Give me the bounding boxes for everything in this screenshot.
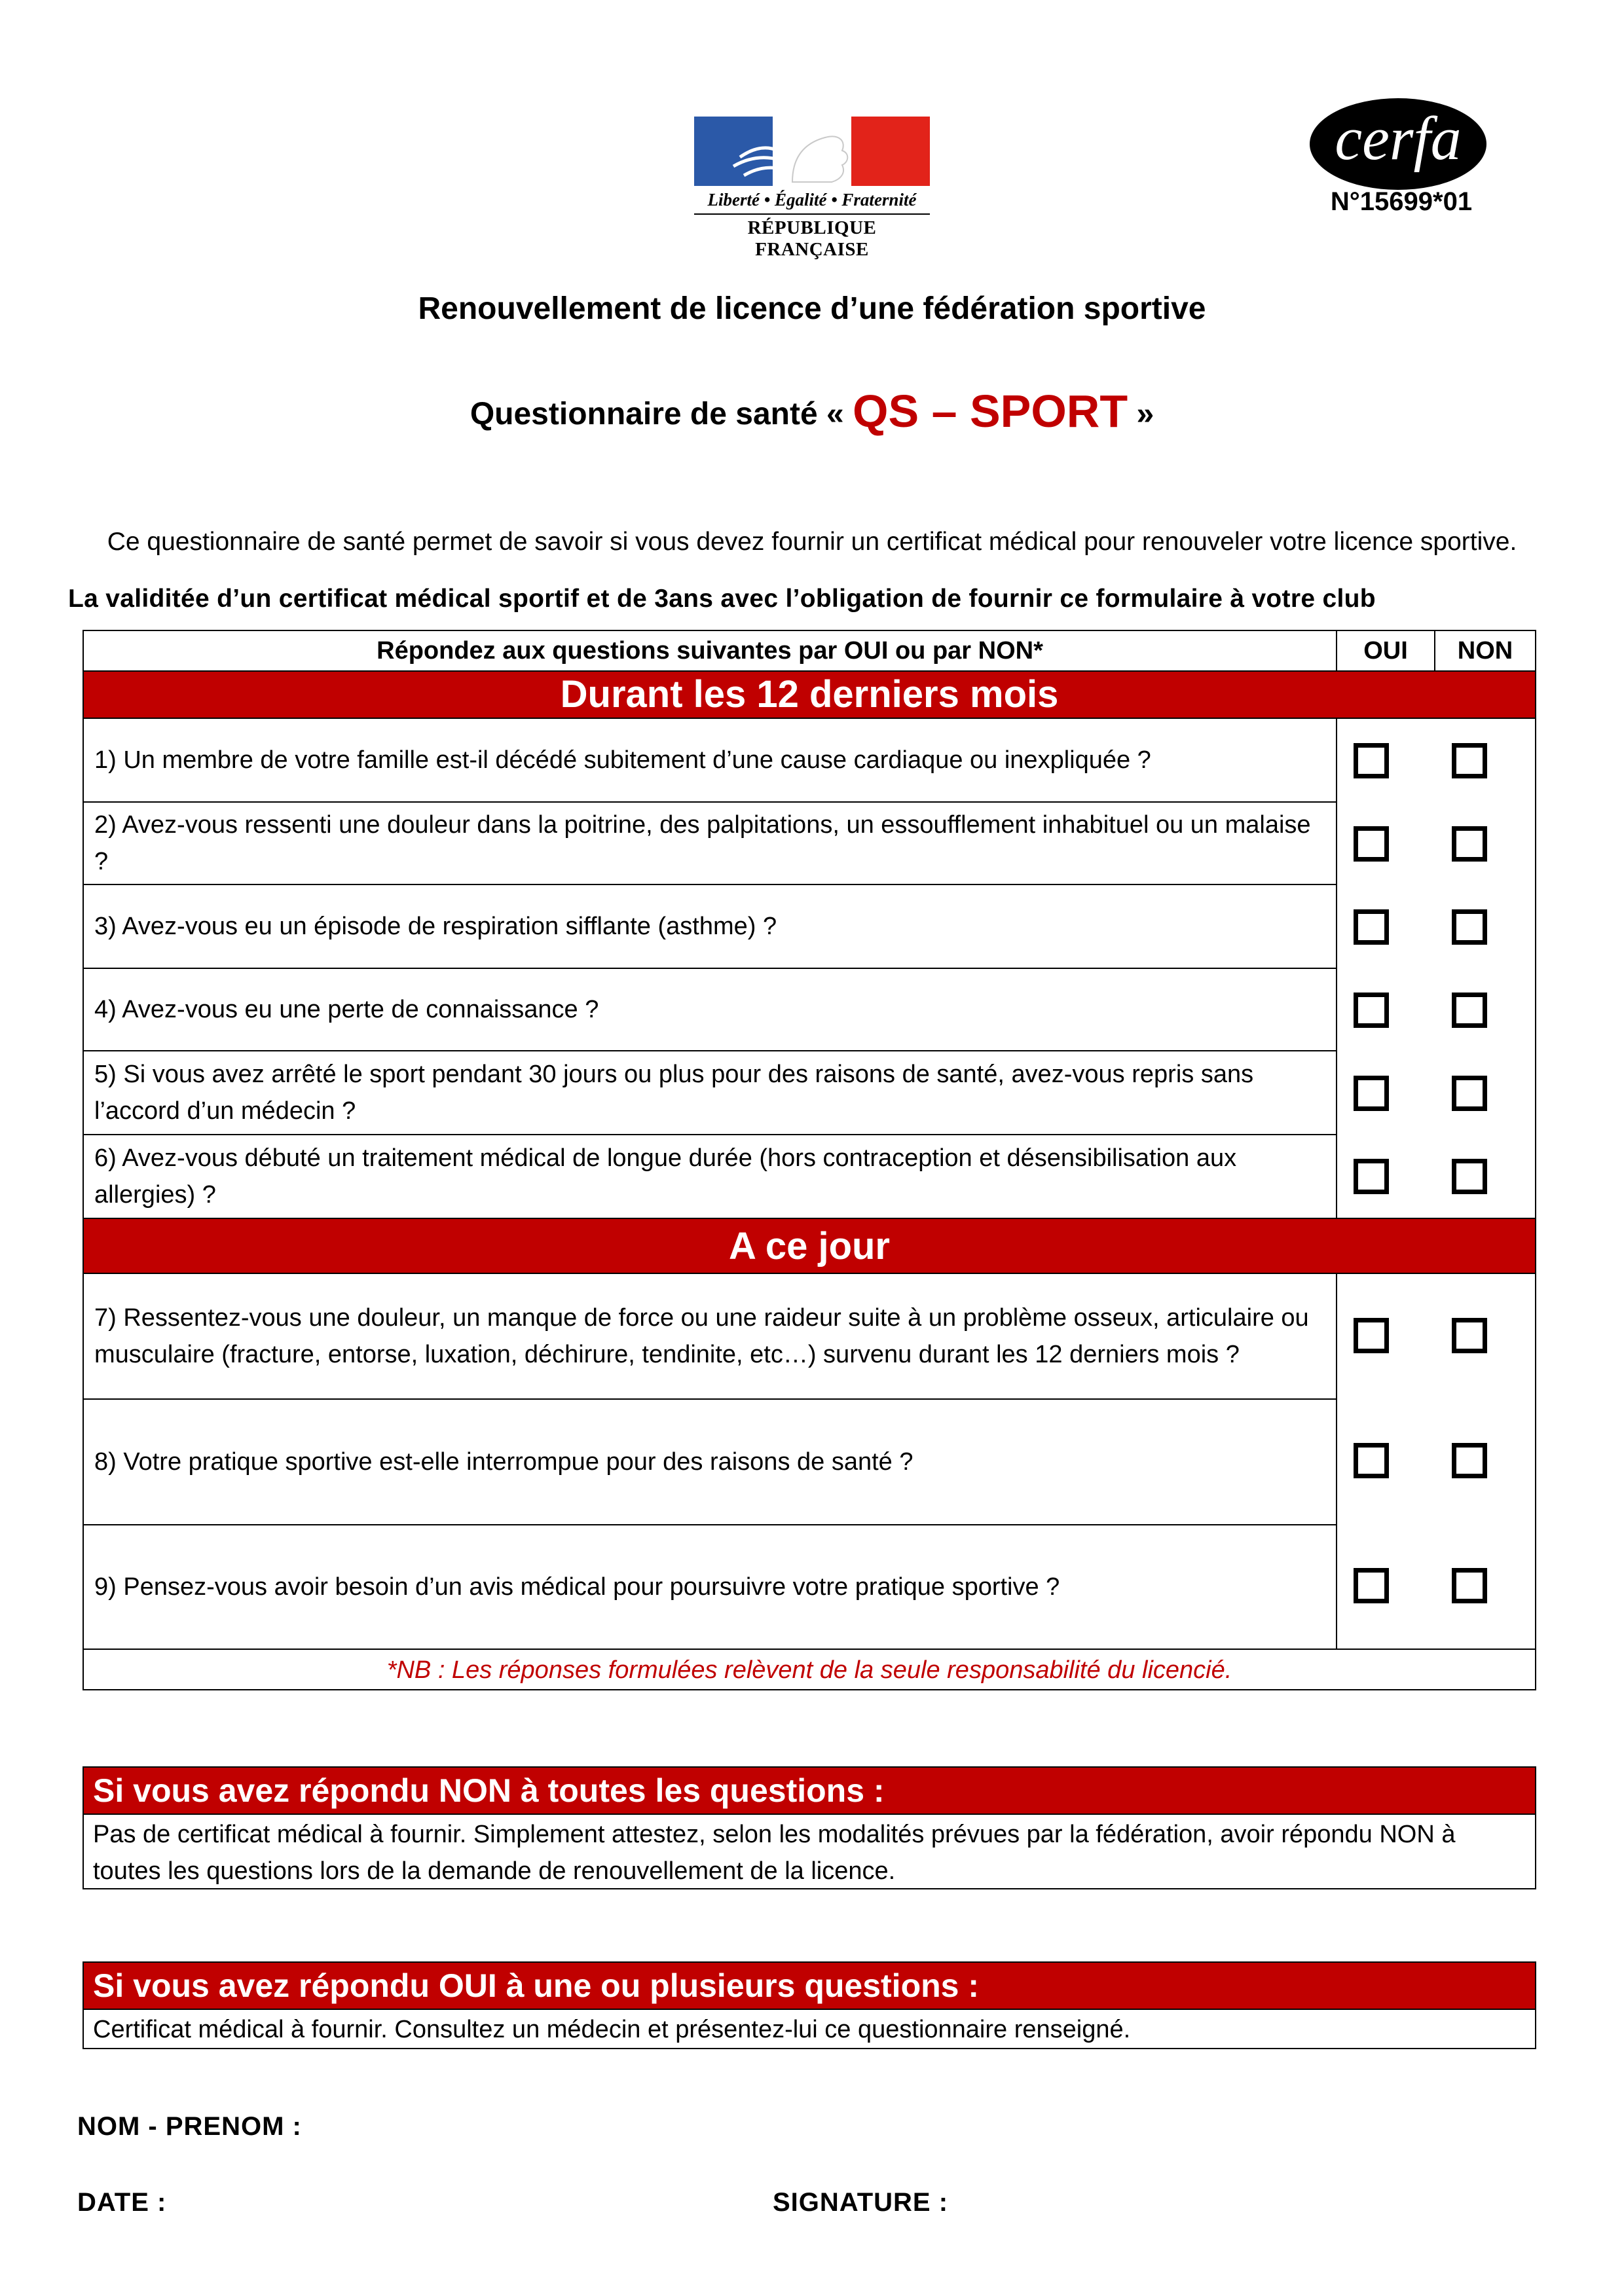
question-2: 2) Avez-vous ressenti une douleur dans la poitrine, des palpitations, un essoufflement inhabituel ou un malaise ? [84,803,1337,885]
questionnaire-table [83,630,1536,1690]
question-8: 8) Votre pratique sportive est-elle interrompue pour des raisons de santé ? [84,1400,1337,1525]
question-4: 4) Avez-vous eu une perte de connaissance ? [84,969,1337,1051]
date-field-label: DATE : [77,2188,167,2217]
republic-name: RÉPUBLIQUE FRANÇAISE [747,217,877,260]
q3-yes-checkbox[interactable] [1354,909,1389,945]
header-no: NON [1457,637,1513,665]
q4-no-checkbox[interactable] [1452,993,1487,1028]
q4-yes-checkbox[interactable] [1354,993,1389,1028]
header-yes: OUI [1337,631,1435,670]
question-7: 7) Ressentez-vous une douleur, un manque de force ou une raideur suite à un problème osseux, articulaire ou musculaire (fracture, entorse, luxation, déchirure, tendinite, etc…) survenu durant les 12 derniers mois ? [84,1274,1337,1400]
all-no-body: Pas de certificat médical à fournir. Simplement attestez, selon les modalités prévues par la fédération, avoir répondu NON à toutes les questions lors de la demande de renouvellement de la licence. [93,1821,1456,1885]
name-field-label: NOM - PRENOM : [77,2112,302,2141]
subtitle-highlight: QS – SPORT [853,386,1128,437]
tricolor-flag-icon [694,117,930,186]
question-1: 1) Un membre de votre famille est-il décédé subitement d’une cause cardiaque ou inexpliquée ? [84,719,1337,803]
q9-yes-checkbox[interactable] [1354,1568,1389,1603]
section-last-12-months: Durant les 12 derniers mois [84,672,1535,719]
q7-yes-checkbox[interactable] [1354,1318,1389,1353]
any-yes-title: Si vous avez répondu OUI à une ou plusieurs questions : [84,1963,1535,2010]
q3-no-checkbox[interactable] [1452,909,1487,945]
republic-motto: Liberté • Égalité • Fraternité [707,190,917,210]
document-title: Renouvellement de licence d’une fédération sportive [418,291,1206,326]
responsibility-footnote: *NB : Les réponses formulées relèvent de la seule responsabilité du licencié. [84,1649,1535,1690]
any-yes-body: Certificat médical à fournir. Consultez un médecin et présentez-lui ce questionnaire renseigné. [93,2016,1131,2043]
q6-no-checkbox[interactable] [1452,1159,1487,1194]
q8-yes-checkbox[interactable] [1354,1443,1389,1478]
question-5: 5) Si vous avez arrêté le sport pendant 30 jours ou plus pour des raisons de santé, avez-vous repris sans l’accord d’un médecin ? [84,1051,1337,1135]
any-yes-info-block [83,1961,1536,2049]
q2-yes-checkbox[interactable] [1354,826,1389,862]
signature-field-label: SIGNATURE : [773,2188,949,2217]
q1-no-checkbox[interactable] [1452,743,1487,778]
subtitle-suffix: » [1136,397,1154,431]
section-today: A ce jour [84,1218,1535,1274]
table-header [84,631,1535,672]
q8-no-checkbox[interactable] [1452,1443,1487,1478]
q1-yes-checkbox[interactable] [1354,743,1389,778]
intro-text: Ce questionnaire de santé permet de savoir si vous devez fournir un certificat médical pour renouveler votre licence sportive. [107,528,1517,556]
header-instructions: Répondez aux questions suivantes par OUI ou par NON* [84,631,1337,670]
subtitle-prefix: Questionnaire de santé « [470,397,844,431]
cerfa-logo [1310,98,1486,190]
cerfa-logo-text: cerfa [1335,105,1462,173]
question-6: 6) Avez-vous débuté un traitement médical de longue durée (hors contraception et désensibilisation aux allergies) ? [84,1135,1337,1218]
q5-yes-checkbox[interactable] [1354,1076,1389,1111]
validity-notice: La validitée d’un certificat médical sportif et de 3ans avec l’obligation de fournir ce formulaire à votre club [68,585,1376,613]
cerfa-form-number: N°15699*01 [1330,187,1473,216]
q9-no-checkbox[interactable] [1452,1568,1487,1603]
q5-no-checkbox[interactable] [1452,1076,1487,1111]
q7-no-checkbox[interactable] [1452,1318,1487,1353]
q2-no-checkbox[interactable] [1452,826,1487,862]
question-3: 3) Avez-vous eu un épisode de respiration sifflante (asthme) ? [84,885,1337,969]
document-subtitle [0,385,1624,437]
all-no-title: Si vous avez répondu NON à toutes les questions : [84,1768,1535,1815]
q6-yes-checkbox[interactable] [1354,1159,1389,1194]
all-no-info-block [83,1766,1536,1889]
republique-francaise-logo [694,117,930,260]
question-9: 9) Pensez-vous avoir besoin d’un avis médical pour poursuivre votre pratique sportive ? [84,1525,1337,1649]
